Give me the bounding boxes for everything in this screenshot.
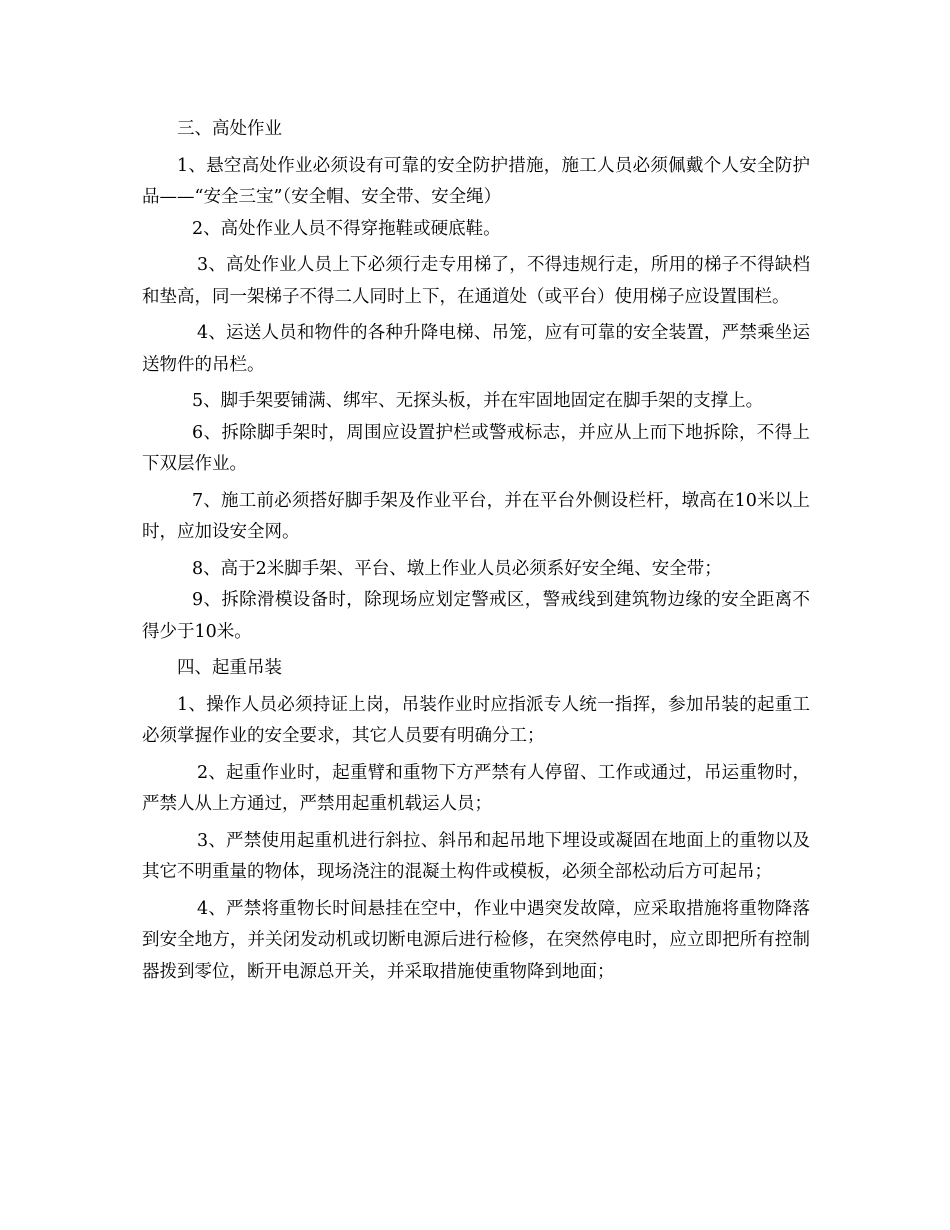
paragraph-item: 2、起重作业时，起重臂和重物下方严禁有人停留、工作或通过，吊运重物时，严禁人从上方通过，严禁用起重机载运人员； <box>142 762 810 814</box>
paragraph-item: 3、高处作业人员上下必须行走专用梯了，不得违规行走，所用的梯子不得缺档和垫高，同一架梯子不得二人同时上下，在通道处（或平台）使用梯子应设置围栏。 <box>142 255 810 307</box>
document-page <box>142 114 810 988</box>
paragraph-item: 7、施工前必须搭好脚手架及作业平台，并在平台外侧设栏杆，墩高在10米以上时，应加设安全网。 <box>142 490 810 542</box>
paragraph-item: 1、悬空高处作业必须设有可靠的安全防护措施，施工人员必须佩戴个人安全防护品——“安全三宝”（安全帽、安全带、安全绳） <box>142 155 810 207</box>
paragraph-item: 4、严禁将重物长时间悬挂在空中，作业中遇突发故障，应采取措施将重物降落到安全地方，并关闭发动机或切断电源后进行检修，在突然停电时，应立即把所有控制器拨到零位，断开电源总开关，并采取措施使重物降到地面； <box>142 898 810 982</box>
paragraph-item: 8、高于2米脚手架、平台、墩上作业人员必须系好安全绳、安全带； <box>192 558 722 579</box>
section-heading-lifting: 四、起重吊装 <box>177 658 282 678</box>
paragraph-item: 3、严禁使用起重机进行斜拉、斜吊和起吊地下埋设或凝固在地面上的重物以及其它不明重量的物体，现场浇注的混凝土构件或模板，必须全部松动后方可起吊； <box>142 830 810 882</box>
paragraph-item: 1、操作人员必须持证上岗，吊装作业时应指派专人统一指挥，参加吊装的起重工必须掌握作业的安全要求，其它人员要有明确分工； <box>142 694 810 746</box>
paragraph-item: 9、拆除滑模设备时，除现场应划定警戒区，警戒线到建筑物边缘的安全距离不得少于10米。 <box>142 590 810 642</box>
paragraph-item: 2、高处作业人员不得穿拖鞋或硬底鞋。 <box>192 218 501 239</box>
paragraph-item: 4、运送人员和物件的各种升降电梯、吊笼，应有可靠的安全装置，严禁乘坐运送物件的吊栏。 <box>142 323 810 375</box>
paragraph-item: 6、拆除脚手架时，周围应设置护栏或警戒标志，并应从上而下地拆除，不得上下双层作业。 <box>142 422 810 474</box>
paragraph-item: 5、脚手架要铺满、绑牢、无探头板，并在牢固地固定在脚手架的支撑上。 <box>192 391 764 411</box>
section-heading-high-altitude: 三、高处作业 <box>177 119 282 139</box>
